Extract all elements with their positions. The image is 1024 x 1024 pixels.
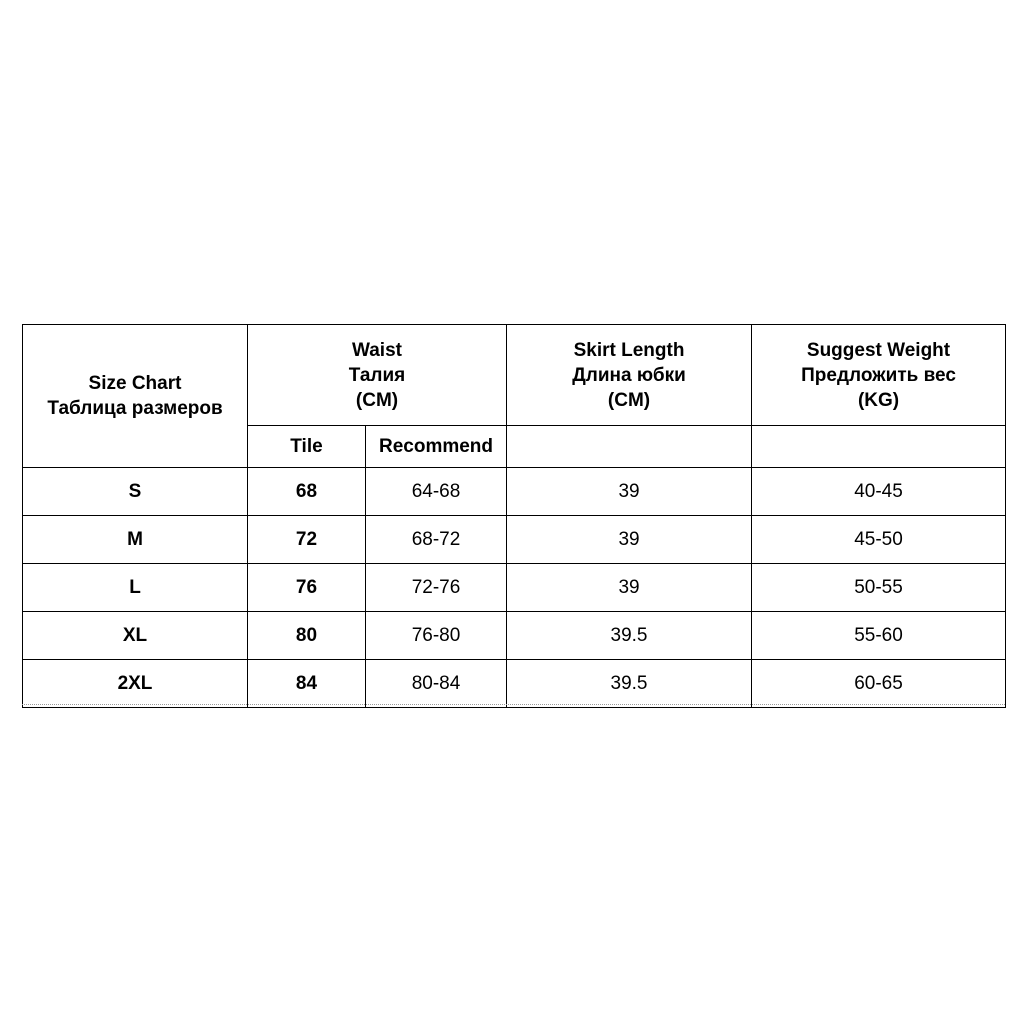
header-suggest-weight [752, 325, 1006, 426]
table-header-row [23, 325, 1006, 426]
tile-cell: 84 [248, 660, 366, 708]
header-suggest-weight-en: Suggest Weight [806, 339, 951, 361]
skirt-length-cell: 39.5 [507, 660, 752, 708]
table-row [23, 660, 1006, 708]
header-size-chart [23, 325, 248, 468]
table-row [23, 468, 1006, 516]
size-cell: S [23, 468, 248, 516]
tile-cell: 68 [248, 468, 366, 516]
subheader-weight-empty [752, 426, 1006, 468]
header-suggest-weight-unit: (KG) [857, 389, 900, 411]
skirt-length-cell: 39 [507, 516, 752, 564]
weight-cell: 45-50 [752, 516, 1006, 564]
size-chart [22, 324, 1005, 708]
weight-cell: 50-55 [752, 564, 1006, 612]
skirt-length-cell: 39.5 [507, 612, 752, 660]
header-waist-ru: Талия [348, 364, 406, 386]
header-size-chart-en: Size Chart [88, 373, 182, 394]
recommend-cell: 80-84 [366, 660, 507, 708]
tile-cell: 72 [248, 516, 366, 564]
skirt-length-cell: 39 [507, 468, 752, 516]
size-cell: XL [23, 612, 248, 660]
header-waist-en: Waist [352, 339, 402, 361]
table-row [23, 564, 1006, 612]
weight-cell: 40-45 [752, 468, 1006, 516]
header-waist [248, 325, 507, 426]
weight-cell: 55-60 [752, 612, 1006, 660]
subheader-tile: Tile [248, 426, 366, 468]
tile-cell: 80 [248, 612, 366, 660]
size-cell: 2XL [23, 660, 248, 708]
table-row [23, 612, 1006, 660]
table-bottom-edge [22, 704, 1005, 705]
recommend-cell: 76-80 [366, 612, 507, 660]
header-size-chart-ru: Таблица размеров [47, 398, 223, 419]
header-skirt-length [507, 325, 752, 426]
recommend-cell: 72-76 [366, 564, 507, 612]
subheader-skirt-empty [507, 426, 752, 468]
header-skirt-length-en: Skirt Length [573, 339, 685, 361]
size-cell: L [23, 564, 248, 612]
tile-cell: 76 [248, 564, 366, 612]
skirt-length-cell: 39 [507, 564, 752, 612]
size-cell: M [23, 516, 248, 564]
subheader-recommend: Recommend [366, 426, 507, 468]
weight-cell: 60-65 [752, 660, 1006, 708]
recommend-cell: 68-72 [366, 516, 507, 564]
recommend-cell: 64-68 [366, 468, 507, 516]
header-skirt-length-ru: Длина юбки [572, 364, 686, 386]
table-row [23, 516, 1006, 564]
size-table [22, 324, 1006, 708]
header-skirt-length-unit: (CM) [607, 389, 651, 411]
header-suggest-weight-ru: Предложить вес [801, 364, 956, 386]
header-waist-unit: (CM) [355, 389, 399, 411]
